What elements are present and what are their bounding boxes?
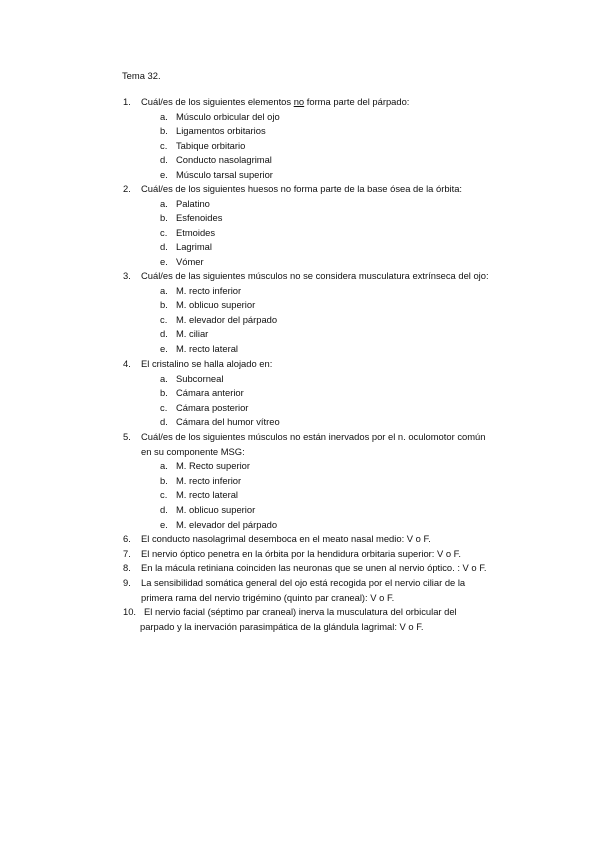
question-number: 1.: [123, 96, 131, 107]
option-text: Cámara posterior: [176, 401, 249, 413]
question-line: [0, 430, 599, 445]
question-line: [0, 357, 599, 372]
answer-option: [0, 153, 599, 168]
answer-option: [0, 197, 599, 212]
option-text: M. recto lateral: [176, 489, 238, 501]
option-text: M. ciliar: [176, 328, 209, 340]
answer-option: [0, 255, 599, 270]
question-number: 2.: [123, 183, 131, 194]
option-text: M. oblicuo superior: [176, 299, 256, 311]
option-letter: d.: [160, 503, 168, 515]
option-letter: a.: [160, 284, 168, 296]
answer-option: [0, 298, 599, 313]
option-letter: e.: [160, 342, 168, 354]
question-text: Cuál/es de los siguientes huesos no forma parte de la base ósea de la órbita:: [141, 183, 463, 194]
question-line: [0, 576, 599, 591]
option-text: M. oblicuo superior: [176, 503, 256, 515]
answer-option: [0, 401, 599, 416]
question-text: Cuál/es de los siguientes elementos no forma parte del párpado:: [141, 96, 410, 107]
option-letter: c.: [160, 313, 168, 325]
question-line: [0, 269, 599, 284]
option-letter: c.: [160, 489, 168, 501]
question-line: [0, 591, 599, 606]
option-letter: e.: [160, 255, 168, 267]
answer-option: [0, 284, 599, 299]
option-letter: a.: [160, 372, 168, 384]
question-number: 3.: [123, 270, 131, 281]
option-letter: a.: [160, 460, 168, 472]
question-number: 8.: [123, 562, 131, 573]
question-text: La sensibilidad somática general del ojo está recogida por el nervio ciliar de la: [141, 577, 466, 588]
option-text: M. elevador del párpado: [176, 313, 278, 325]
option-text: Músculo tarsal superior: [176, 168, 273, 180]
option-text: Subcorneal: [176, 372, 224, 384]
question-number: 10.: [123, 606, 137, 617]
answer-option: [0, 226, 599, 241]
question-text: Cuál/es de las siguientes músculos no se considera musculatura extrínseca del ojo:: [141, 270, 489, 281]
option-letter: d.: [160, 416, 168, 428]
question-item: [0, 532, 599, 547]
option-letter: e.: [160, 518, 168, 530]
option-letter: b.: [160, 212, 168, 224]
question-number: 5.: [123, 431, 131, 442]
question-line: [0, 182, 599, 197]
option-text: Vómer: [176, 255, 204, 267]
answer-option: [0, 372, 599, 387]
option-letter: b.: [160, 474, 168, 486]
answer-option: [0, 386, 599, 401]
answer-option: [0, 415, 599, 430]
option-text: M. elevador del párpado: [176, 518, 278, 530]
question-item: [0, 576, 599, 605]
option-text: Músculo orbicular del ojo: [176, 110, 280, 122]
option-letter: e.: [160, 168, 168, 180]
question-item: [0, 95, 599, 183]
option-text: Cámara anterior: [176, 387, 244, 399]
question-text: parpado y la inervación parasimpática de la glándula lagrimal: V o F.: [140, 620, 424, 632]
answer-option: [0, 327, 599, 342]
question-line: [0, 620, 599, 635]
answer-option: [0, 168, 599, 183]
answer-option: [0, 110, 599, 125]
option-text: Lagrimal: [176, 241, 212, 253]
question-item: [0, 547, 599, 562]
question-text: El nervio facial (séptimo par craneal) inerva la musculatura del orbicular del: [144, 606, 457, 617]
question-item: [0, 269, 599, 357]
answer-option: [0, 342, 599, 357]
answer-option: [0, 474, 599, 489]
question-line: [0, 547, 599, 562]
answer-option: [0, 313, 599, 328]
option-letter: b.: [160, 125, 168, 137]
question-line: [0, 95, 599, 110]
underlined-word: no: [293, 96, 305, 107]
question-number: 4.: [123, 358, 131, 369]
option-text: Conducto nasolagrimal: [176, 154, 272, 166]
question-item: [0, 182, 599, 270]
answer-option: [0, 240, 599, 255]
answer-option: [0, 459, 599, 474]
question-text: El conducto nasolagrimal desemboca en el meato nasal medio: V o F.: [141, 533, 431, 544]
question-number: 9.: [123, 577, 131, 588]
question-text: Cuál/es de los siguientes músculos no están inervados por el n. oculomotor común: [141, 431, 486, 442]
option-text: M. recto inferior: [176, 284, 242, 296]
question-line: [0, 605, 599, 620]
option-text: Palatino: [176, 197, 210, 209]
question-line: [0, 445, 599, 460]
question-item: [0, 561, 599, 576]
option-text: Tabique orbitario: [176, 139, 246, 151]
question-item: [0, 357, 599, 430]
answer-option: [0, 139, 599, 154]
question-item: [0, 605, 599, 634]
option-letter: d.: [160, 154, 168, 166]
question-number: 7.: [123, 548, 131, 559]
question-line: [0, 561, 599, 576]
answer-option: [0, 503, 599, 518]
option-text: Cámara del humor vítreo: [176, 416, 280, 428]
option-letter: d.: [160, 241, 168, 253]
question-number: 6.: [123, 533, 131, 544]
option-letter: a.: [160, 197, 168, 209]
question-item: [0, 430, 599, 532]
option-letter: b.: [160, 299, 168, 311]
question-text: El nervio óptico penetra en la órbita por la hendidura orbitaria superior: V o F.: [141, 548, 461, 559]
option-letter: c.: [160, 401, 168, 413]
option-text: Etmoides: [176, 226, 216, 238]
question-text: primera rama del nervio trigémino (quinto par craneal): V o F.: [141, 591, 395, 603]
answer-option: [0, 211, 599, 226]
option-text: M. recto lateral: [176, 342, 238, 354]
question-text: en su componente MSG:: [141, 445, 245, 457]
question-line: [0, 532, 599, 547]
answer-option: [0, 124, 599, 139]
question-text: En la mácula retiniana coinciden las neuronas que se unen al nervio óptico. : V o F.: [141, 562, 487, 573]
answer-option: [0, 518, 599, 533]
option-text: M. Recto superior: [176, 460, 250, 472]
question-text: El cristalino se halla alojado en:: [141, 358, 273, 369]
option-letter: d.: [160, 328, 168, 340]
option-letter: c.: [160, 139, 168, 151]
option-letter: c.: [160, 226, 168, 238]
option-letter: a.: [160, 110, 168, 122]
option-text: Esfenoides: [176, 212, 223, 224]
option-text: M. recto inferior: [176, 474, 242, 486]
option-text: Ligamentos orbitarios: [176, 125, 266, 137]
page-title: Tema 32.: [122, 70, 161, 81]
option-letter: b.: [160, 387, 168, 399]
answer-option: [0, 488, 599, 503]
